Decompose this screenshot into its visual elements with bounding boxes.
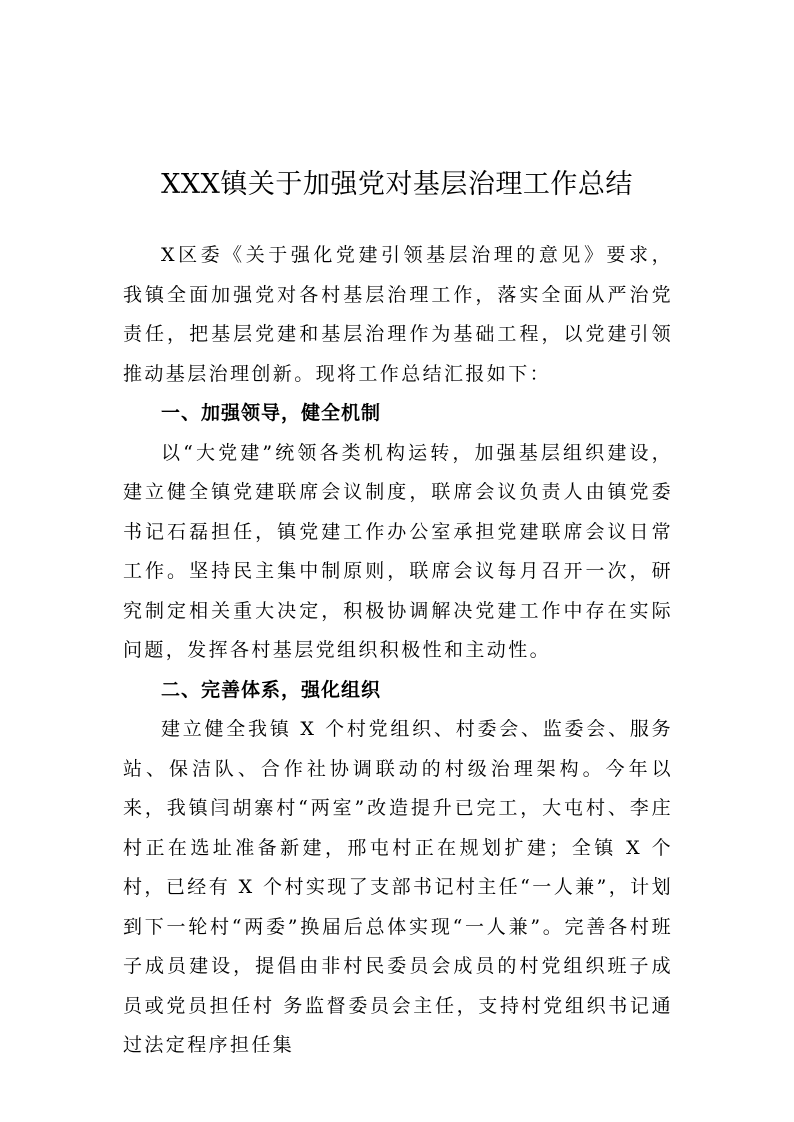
section-2-paragraph: 建立健全我镇 X 个村党组织、村委会、监委会、服务站、保洁队、合作社协调联动的村级治理架构。今年以来，我镇闫胡寨村“两室”改造提升已完工，大屯村、李庄村正在选址准备新建，邢屯村正在规划扩建；全镇 X 个村，已经有 X 个村实现了支部书记村主任“一人兼”，计划到下一轮村“两委”换届后总体实现“一人兼”。完善各村班子成员建设，提倡由非村民委员会成员的村党组织班子成员或党员担任村 务监督委员会主任，支持村党组织书记通过法定程序担任集 (123, 718, 673, 1056)
section-1-heading: 一、加强领导，健全机制 (161, 402, 382, 424)
document-title: XXX镇关于加强党对基层治理工作总结 (161, 169, 633, 200)
document-body (123, 236, 673, 1066)
intro-paragraph: X区委《关于强化党建引领基层治理的意见》要求， 我镇全面加强党对各村基层治理工作，落实全面从严治党责任，把基层党建和基层治理作为基础工程，以党建引领推动基层治理创新。现将工作总结汇报如下： (123, 244, 673, 385)
section-1-paragraph: 以“大党建”统领各类机构运转，加强基层组织建设，建立健全镇党建联席会议制度，联席会议负责人由镇党委书记石磊担任，镇党建工作办公室承担党建联席会议日常工作。坚持民主集中制原则，联席会议每月召开一次，研究制定相关重大决定，积极协调解决党建工作中存在实际问题，发挥各村基层党组织积极性和主动性。 (123, 441, 673, 661)
section-2-heading: 二、完善体系，强化组织 (161, 678, 382, 701)
